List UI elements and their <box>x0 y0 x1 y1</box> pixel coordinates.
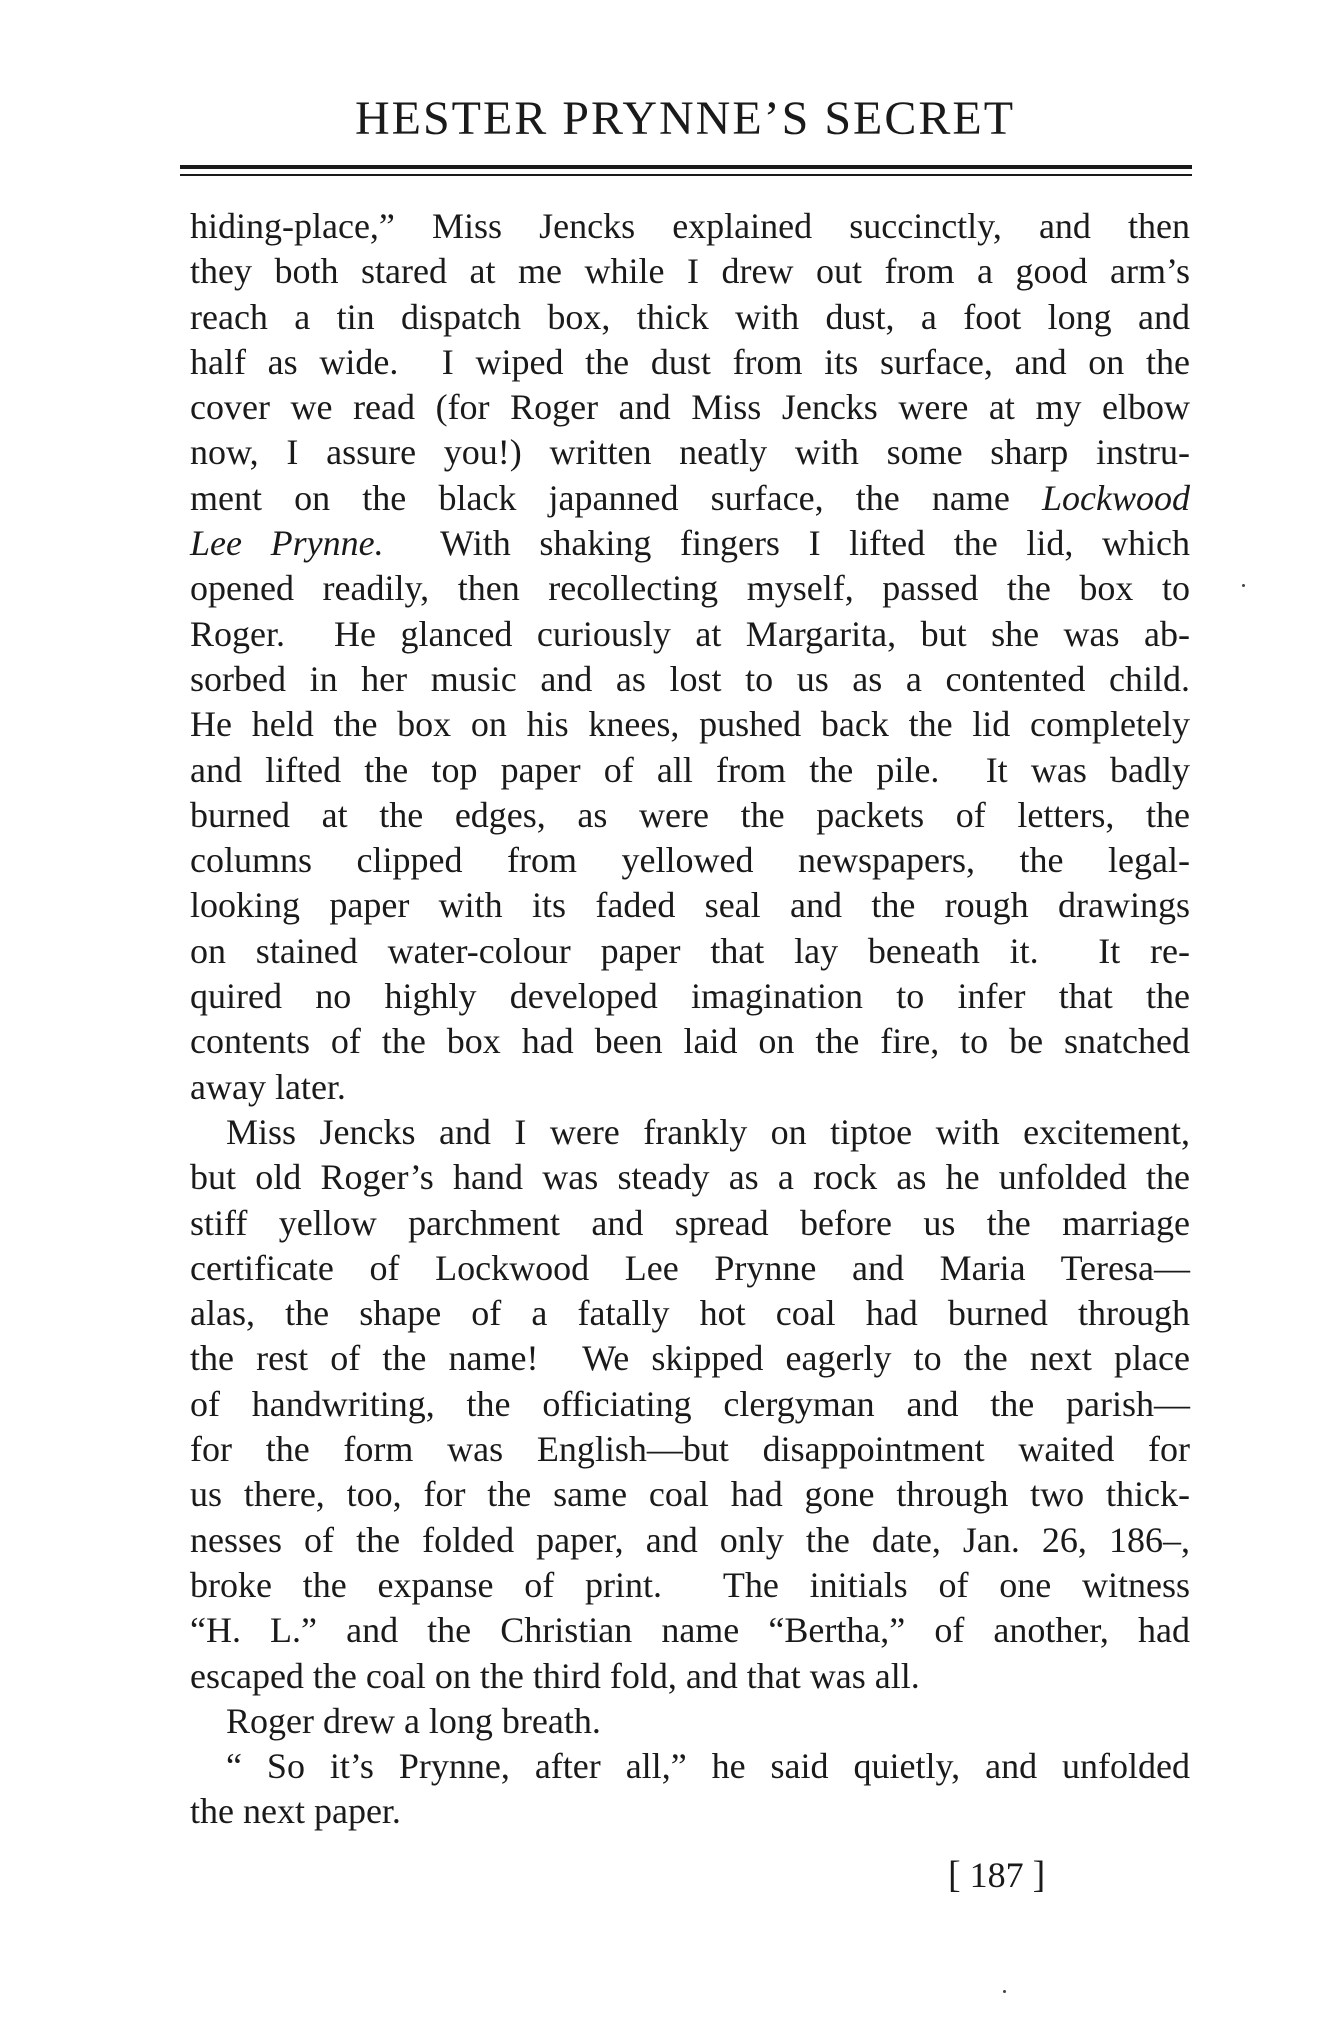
text-line <box>190 295 1190 340</box>
line-text: Roger drew a long breath. <box>226 1700 601 1741</box>
line-text: alas, the shape of a fatally hot coal had burned through <box>190 1293 1190 1334</box>
line-text: us there, too, for the same coal had gone through two thick- <box>190 1474 1190 1515</box>
text-line <box>190 1789 1190 1834</box>
text-line <box>190 340 1190 385</box>
text-line <box>190 385 1190 430</box>
line-text: With shaking fingers I lifted the lid, which <box>383 523 1191 564</box>
text-line <box>190 521 1190 566</box>
text-line <box>190 657 1190 702</box>
line-text: the rest of the name! We skipped eagerly to the next place <box>190 1338 1190 1379</box>
text-line <box>190 476 1190 521</box>
line-text: away later. <box>190 1066 346 1107</box>
header-rule-thin <box>180 174 1192 176</box>
text-line <box>190 974 1190 1019</box>
text-line <box>190 1699 1190 1744</box>
text-line <box>190 1246 1190 1291</box>
line-text: quired no highly developed imagination to infer that the <box>190 976 1190 1017</box>
line-text: on stained water-colour paper that lay beneath it. It re- <box>190 930 1190 971</box>
text-line <box>190 1563 1190 1608</box>
header-rule-thick <box>180 165 1192 169</box>
line-text: “H. L.” and the Christian name “Bertha,” of another, had <box>190 1610 1190 1651</box>
italic-text: Lockwood <box>1042 477 1190 518</box>
text-line <box>190 883 1190 928</box>
folio-number: 187 <box>969 1855 1024 1895</box>
body-text <box>190 204 1190 1835</box>
text-line <box>190 838 1190 883</box>
running-title: HESTER PRYNNE’S SECRET <box>354 92 1016 145</box>
text-line <box>190 566 1190 611</box>
line-text: now, I assure you!) written neatly with some sharp instru- <box>190 432 1190 473</box>
text-line <box>190 1472 1190 1517</box>
line-text: the next paper. <box>190 1791 401 1832</box>
text-line <box>190 793 1190 838</box>
line-text: ment on the black japanned surface, the name <box>190 477 1042 518</box>
line-text: columns clipped from yellowed newspapers, the legal- <box>190 840 1190 881</box>
paper-speck <box>1003 1990 1006 1993</box>
text-line <box>190 1427 1190 1472</box>
text-line <box>190 1336 1190 1381</box>
line-text: He held the box on his knees, pushed back the lid completely <box>190 704 1190 745</box>
text-line <box>190 1382 1190 1427</box>
text-line <box>190 702 1190 747</box>
line-text: nesses of the folded paper, and only the date, Jan. 26, 186–, <box>190 1519 1190 1560</box>
line-text: certificate of Lockwood Lee Prynne and Maria Teresa— <box>190 1247 1190 1288</box>
text-line <box>190 1608 1190 1653</box>
line-text: burned at the edges, as were the packets of letters, the <box>190 794 1190 835</box>
line-text: opened readily, then recollecting myself, passed the box to <box>190 568 1190 609</box>
line-text: stiff yellow parchment and spread before us the marriage <box>190 1202 1190 1243</box>
line-text: for the form was English—but disappointment waited for <box>190 1429 1190 1470</box>
text-line <box>190 1110 1190 1155</box>
text-line <box>190 1065 1190 1110</box>
line-text: escaped the coal on the third fold, and that was all. <box>190 1655 920 1696</box>
folio-bracket-open: [ <box>948 1854 961 1896</box>
line-text: hiding-place,” Miss Jencks explained succinctly, and then <box>190 206 1190 246</box>
line-text: contents of the box had been laid on the fire, to be snatched <box>190 1021 1190 1062</box>
text-line <box>190 1201 1190 1246</box>
line-text: but old Roger’s hand was steady as a rock as he unfolded the <box>190 1157 1190 1198</box>
text-line <box>190 1291 1190 1336</box>
line-text: of handwriting, the officiating clergyman and the parish— <box>190 1383 1190 1424</box>
italic-text: Lee Prynne. <box>190 523 384 564</box>
line-text: reach a tin dispatch box, thick with dust, a foot long and <box>190 296 1190 337</box>
text-line <box>190 1744 1190 1789</box>
line-text: broke the expanse of print. The initials of one witness <box>190 1564 1190 1605</box>
text-line <box>190 929 1190 974</box>
text-line <box>190 1155 1190 1200</box>
line-text: and lifted the top paper of all from the pile. It was badly <box>190 749 1190 790</box>
paper-speck <box>1242 584 1245 587</box>
line-text: sorbed in her music and as lost to us as a contented child. <box>190 658 1190 699</box>
page-number <box>948 1856 1045 1894</box>
text-line <box>190 204 1190 249</box>
folio-bracket-close: ] <box>1032 1854 1046 1896</box>
text-line <box>190 748 1190 793</box>
text-line <box>190 430 1190 475</box>
text-line <box>190 1518 1190 1563</box>
line-text: half as wide. I wiped the dust from its surface, and on the <box>190 341 1190 382</box>
line-text: Miss Jencks and I were frankly on tiptoe with excitement, <box>226 1111 1190 1152</box>
line-text: “ So it’s Prynne, after all,” he said quietly, and unfolded <box>226 1746 1190 1787</box>
text-line <box>190 612 1190 657</box>
line-text: looking paper with its faded seal and the rough drawings <box>190 885 1190 926</box>
line-text: Roger. He glanced curiously at Margarita, but she was ab- <box>190 613 1190 654</box>
text-line <box>190 1654 1190 1699</box>
text-line <box>190 1019 1190 1064</box>
line-text: cover we read (for Roger and Miss Jencks were at my elbow <box>190 387 1190 428</box>
text-line <box>190 249 1190 294</box>
line-text: they both stared at me while I drew out from a good arm’s <box>190 251 1190 292</box>
